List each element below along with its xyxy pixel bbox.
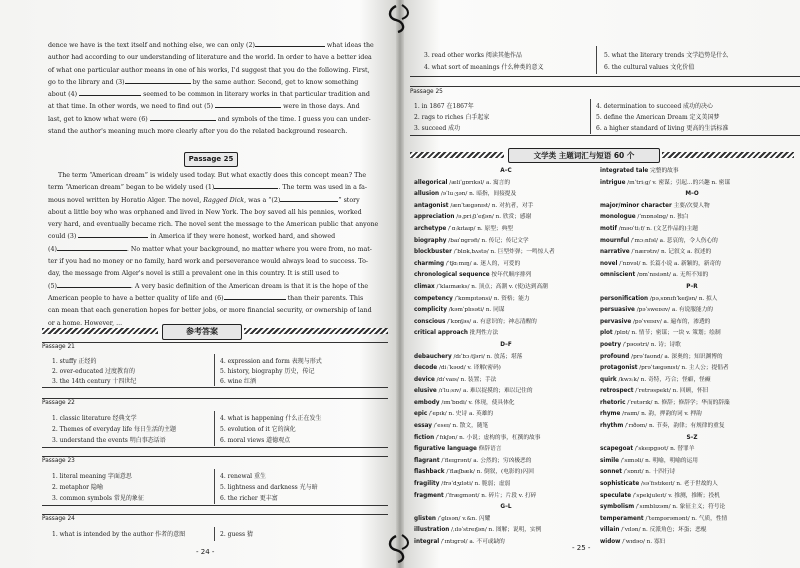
lexicon-entry: [600, 409, 784, 421]
answer-key-passage-24-cont: 3. read other works 阅读其他作品 5. what the literary trends 文学趋势是什么 4. what sort of meanings 什么种类的意义 6. the cultural values 文化价值: [410, 44, 800, 77]
page-24: [0, 0, 396, 568]
lexicon-word: persuasive: [600, 307, 635, 314]
lexicon-word: monologue: [600, 214, 636, 221]
answer-key-passage-23: Passage 23 1. literal meaning 字面意思 4. renewal 重生 2. metaphor 隐喻 5. lightness and darkness 光与暗 3. common symbols 常见的象征 6. the richer 更丰富: [42, 456, 388, 506]
lexicon-entry: [600, 491, 784, 503]
lexicon-definition: /ˈflæʃbæk/ n. 倒叙，(电影的)闪回: [444, 469, 534, 476]
lexicon-entry: [600, 247, 784, 259]
lexicon-definition: 按年代顺序排列: [489, 272, 532, 279]
lexicon-entry: [414, 525, 598, 537]
lexicon-word: symbolism: [600, 504, 635, 511]
lexicon-entry: [600, 236, 784, 248]
lexicon-definition: /dɪˈbɔːtʃəri/ n. 放荡；堪落: [451, 353, 523, 360]
lexicon-definition: /səˈfɪstɪkeɪt/ n. 老于世故的人: [639, 481, 718, 488]
lexicon-entry: [414, 467, 598, 479]
lexicon-entry: [600, 502, 784, 514]
lexicon-entry: [414, 537, 598, 549]
lexicon-entry: [600, 270, 784, 282]
lexicon-definition: /ˈskeɪpgəʊt/ n. 替罪羊: [633, 446, 695, 453]
lexicon-word: allegorical: [414, 179, 448, 186]
lexicon-definition: /kəmˈplɪsəti/ n. 同谋: [446, 307, 505, 314]
lexicon-definition: /ˈsɒnɪt/ n. 十四行诗: [621, 469, 676, 476]
lexicon-definition: /ˈvɪlən/ n. 反派角色；坏蛋；恶棍: [619, 527, 707, 534]
answer-key-passage-24: Passage 24 1. what is intended by the author 作者的意图 2. guess 猜: [42, 514, 388, 541]
lexicon-entry: [414, 386, 598, 398]
lexicon-entry: [600, 363, 784, 375]
lexicon-definition: /dɪˈvaɪs/ n. 装置；手法: [434, 376, 497, 383]
lexicon-word: archetype: [414, 225, 447, 232]
lexicon-definition: /pəˈveɪsɪv/ a. 遍布的，渗透的: [631, 318, 711, 325]
lexicon-word: mournful: [600, 237, 630, 244]
lexicon-entry: [600, 479, 784, 491]
lexicon-word: plot: [600, 330, 613, 337]
lexicon-definition: /ˈrɪðəm/ n. 节奏，韵律；有规律的重复: [623, 423, 725, 430]
lexicon-definition: /ɪˈluːsɪv/ a. 难以捉摸的；难以记住的: [436, 388, 533, 395]
lexicon-entry: [414, 201, 598, 213]
lexicon-entry: [600, 421, 784, 433]
lexicon-word: integrated tale: [600, 168, 649, 174]
lexicon-word: antagonist: [414, 202, 449, 209]
lexicon-section-heading: A–C: [500, 168, 512, 174]
lexicon-word: critical approach: [414, 330, 468, 337]
lexicon-definition: /ˈretərɪk/ n. 修辞；修辞学；华而的辞藻: [625, 399, 730, 406]
lexicon-definition: /ˈsɪməli/ n. 明喻，明喻的运用: [619, 457, 698, 464]
lexicon-entry: [414, 491, 598, 503]
lexicon-word: elusive: [414, 388, 437, 395]
lexicon-column-right: [600, 166, 784, 549]
book-gutter: [396, 0, 404, 568]
lexicon-definition: /ˈtempərəmənt/ n. 气质，性情: [643, 515, 728, 522]
lexicon-entry: [414, 456, 598, 468]
page-number-left: - 24 -: [196, 548, 215, 556]
lexicon-definition: 完整的故事: [648, 168, 679, 174]
lexicon-entry: [414, 282, 598, 294]
lexicon-word: integral: [414, 539, 440, 545]
lexicon-word: villain: [600, 527, 620, 534]
lexicon-definition: /ˈtʃɑːmɪŋ/ a. 迷人的，可爱的: [444, 260, 521, 267]
lexicon-entry: [600, 305, 784, 317]
lexicon-definition: /ˈnærətɪv/ n. 记叙文 a. 叙述的: [629, 249, 712, 256]
lexicon-entry: [600, 212, 784, 224]
lexicon-entry: [414, 236, 598, 248]
lexicon-word: epic: [414, 411, 428, 418]
lexicon-entry: [414, 514, 598, 526]
lexicon-definition: /ˈepɪk/ n. 史诗 a. 英雄的: [427, 411, 494, 418]
lexicon-word: narrative: [600, 249, 630, 256]
lexicon-definition: /pəˈsweɪsɪv/ a. 有说服能力的: [634, 307, 713, 314]
lexicon-entry: [600, 444, 784, 456]
lexicon-bar-left: [410, 152, 504, 158]
lexicon-definition: /ˈwɪdəʊ/ n. 寡妇: [620, 539, 666, 545]
lexicon-section-heading: M–O: [685, 191, 699, 198]
lexicon-section-heading: G–L: [500, 504, 512, 511]
lexicon-section-heading: D–F: [500, 341, 512, 348]
lexicon-entry: [414, 270, 598, 282]
lexicon-entry: [414, 398, 598, 410]
lexicon-word: rhetoric: [600, 399, 626, 406]
lexicon-entry: [600, 386, 784, 398]
lexicon-definition: /ɒmˈnɪsiənt/ a. 无所不知的: [635, 272, 709, 279]
lexicon-definition: /ˈkɒnʃəs/ a. 有意识的；神志清醒的: [445, 318, 537, 325]
lexicon-word: poetry: [600, 341, 622, 348]
lexicon-definition: /raɪm/ n. 韵，押韵的词 v. 押韵: [620, 411, 702, 418]
page-number-right: - 25 -: [572, 544, 591, 552]
lexicon-definition: /ɪmˈbɒdi/ v. 体现，使具体化: [439, 399, 515, 406]
lexicon-entry: [414, 444, 598, 456]
lexicon-definition: 批判性方法: [467, 330, 499, 337]
lexicon-word: embody: [414, 399, 440, 406]
lexicon-definition: /prəˈtæɡənɪst/ n. 主人公；提倡者: [637, 365, 729, 372]
lexicon-entry: [600, 328, 784, 340]
lexicon-word: profound: [600, 353, 630, 360]
lexicon-entry: [600, 375, 784, 387]
lexicon-word: debauchery: [414, 353, 452, 360]
lexicon-entry: [600, 352, 784, 364]
lexicon-definition: /æliˈɡɒrɪkəl/ a. 寓言的: [447, 179, 511, 186]
lexicon-definition: /baɪˈɒɡrəfi/ n. 传记；传记文学: [446, 237, 529, 244]
lexicon-section-heading: S–Z: [686, 434, 698, 441]
lexicon-entry: [414, 305, 598, 317]
lexicon-entry: [414, 363, 598, 375]
lexicon-word: figurative language: [414, 446, 477, 453]
passage-24-text: dence we have is the text itself and nothing else, we can only (2) what ideas the author had according to our understanding of literature and the world. In order to have a better idea of what one particular author means in one of his works, I'd suggest that you do the following. First, go to the library and (3) by the same author. Second, get to know something about (4) seemed to be common in literary works in that particular tradition and at that time. In other words, we need to find out (5) were in those days. And last, get to know what were (6) and symbols of the time. I guess you can under- stand the author's meaning much more clearly after you do the related background research.: [48, 42, 374, 136]
answer-key-passage-22: Passage 22 1. classic literature 经典文学 4. what is happening 什么正在发生 2. Themes of everyday life 每日生活的主题 5. evolution of it 它的演化 3. understand the events 明白事态话语 6. moral views 道德观点: [42, 398, 388, 448]
lexicon-word: rhyme: [600, 411, 621, 418]
lexicon-word: widow: [600, 539, 621, 545]
lexicon-word: complicity: [414, 307, 447, 314]
lexicon-definition: /ˈfleɪɡrənt/ a. 公然的；穷凶极恶的: [439, 457, 532, 464]
lexicon-entry: [414, 317, 598, 329]
lexicon-entry: [600, 525, 784, 537]
lexicon-definition: /ˈspekjuleɪt/ v. 推测，推断；投机: [631, 492, 720, 499]
lexicon-entry: [414, 178, 598, 190]
lexicon-word: decode: [414, 365, 438, 372]
lexicon-definition: /ɪnˈtriːɡ/ v. 密谋；引起…的兴趣 n. 密谋: [625, 179, 731, 186]
lexicon-entry: [600, 514, 784, 526]
lexicon-definition: /ˈblɒkˌbʌstə/ n. 巨型炸弹；一鸣惊人者: [451, 249, 555, 256]
lexicon-definition: /ˈsɪmblɪzəm/ n. 象征主义；符号论: [634, 504, 726, 511]
lexicon-definition: /ˈnɒvəl/ n. 长篇小说 a. 新颖的，新奇的: [617, 260, 721, 267]
lexicon-definition: /prəˈfaʊnd/ a. 深奥的；知识渊博的: [629, 353, 723, 360]
lexicon-entry: [600, 317, 784, 329]
lexicon-entry: [600, 178, 784, 190]
lexicon-definition: /əˈluːʒən/ n. 暗指，间接提及: [439, 191, 517, 198]
answer-key-passage-25: Passage 25 1. in 1867 在1867年 4. determination to succeed 成功的决心 2. rags to riches 白手起家 5. define the American Dream 定义美国梦 3. succeed 成功 6. a higher standard of living 更高的生活标准: [410, 86, 800, 136]
lexicon-entry: [414, 294, 598, 306]
lexicon-entry: [600, 456, 784, 468]
lexicon-entry: [414, 189, 598, 201]
lexicon-entry: [600, 259, 784, 271]
lexicon-word: sonnet: [600, 469, 622, 476]
lexicon-word: glisten: [414, 515, 436, 522]
lexicon-definition: /ˈklaɪmæks/ n. 顶点；高潮 v. (使)达到高潮: [434, 283, 548, 290]
lexicon-definition: /ænˈtæɡənɪst/ n. 对抗者，对手: [448, 202, 534, 209]
lexicon-word: allusion: [414, 191, 440, 198]
lexicon-word: flashback: [414, 469, 445, 476]
lexicon-definition: /ˈɑːkɪtaɪp/ n. 原型；典型: [446, 225, 513, 232]
lexicon-definition: 主要/次要人物: [671, 202, 710, 209]
lexicon-entry: [600, 398, 784, 410]
lexicon-word: scapegoat: [600, 446, 634, 453]
lexicon-word: speculate: [600, 492, 632, 499]
lexicon-word: pervasive: [600, 318, 632, 325]
lexicon-column-left: [414, 166, 598, 549]
lexicon-section-heading: P–R: [686, 283, 698, 290]
lexicon-word: temperament: [600, 515, 644, 522]
lexicon-entry: [600, 537, 784, 549]
lexicon-entry: [414, 375, 598, 387]
lexicon-word: sophisticate: [600, 481, 640, 488]
lexicon-word: protagonist: [600, 365, 638, 372]
lexicon-definition: 修辞语言: [476, 446, 502, 453]
lexicon-title: 文学类 主题词汇与短语 60 个: [508, 148, 660, 163]
lexicon-word: biography: [414, 237, 447, 244]
lexicon-entry: [600, 166, 784, 178]
lexicon-entry: [414, 479, 598, 491]
lexicon-bar-right: [662, 152, 794, 158]
lexicon-word: climax: [414, 283, 435, 290]
lexicon-definition: /ˈfɪkʃən/ n. 小说；虚构的事，杠撰的故事: [434, 434, 541, 441]
lexicon-entry: [600, 294, 784, 306]
lexicon-word: retrospect: [600, 388, 634, 395]
lexicon-entry: [414, 409, 598, 421]
lexicon-word: novel: [600, 260, 618, 267]
lexicon-definition: /ˈmɒnəlɒɡ/ n. 独白: [635, 214, 689, 221]
lexicon-word: fragility: [414, 481, 440, 488]
lexicon-entry: [414, 421, 598, 433]
passage-25-text: The term “American dream” is widely used today. But what exactly does this concept mean? The term “American dream” began to be widely used (1) . The term was used in a fa- mous novel written by Horatio Alger. The novel, Ragged Dick, was a “(2) ” story about a little boy who was orphaned and lived in New York. The boy saved all his pennies, worked very hard, and eventually became rich. The novel sent the message to the American public that anyone could (3) in America if they were honest, worked hard, and showed (4) . No matter what your background, no matter where you were from, no mat- ter if you had no money or no family, hard work and perseverance would always lead to success. To- day, the message from Alger's novel is still a prevalent one in this country. It is still used to (5) . A very basic definition of the American dream is that it is the hope of the American people to have a better quality of life and (6) than their parents. This can mean that each generation hopes for better jobs, or more financial security, or ownership of land or a home. However, ...: [48, 172, 379, 327]
lexicon-entry: [414, 352, 598, 364]
lexicon-word: fiction: [414, 434, 435, 441]
lexicon-definition: /ˈmɔːnfəl/ a. 悲哀的，令人伤心的: [629, 237, 718, 244]
lexicon-entry: [414, 328, 598, 340]
lexicon-definition: /ˈfræɡmənt/ n. 碎片；片段 v. 打碎: [443, 492, 537, 499]
lexicon-word: blockbuster: [414, 249, 452, 256]
lexicon-word: charming: [414, 260, 445, 267]
answer-key-bar-left: [42, 328, 158, 334]
lexicon-entry: [600, 224, 784, 236]
lexicon-word: device: [414, 376, 435, 383]
lexicon-word: personification: [600, 295, 649, 302]
answer-key-bar-right: [244, 328, 388, 334]
lexicon-word: simile: [600, 457, 620, 464]
lexicon-word: quirk: [600, 376, 617, 383]
lexicon-word: fragment: [414, 492, 444, 499]
lexicon-definition: /plɒt/ n. 情节；密谋；一块 v. 策划；绘制: [612, 330, 721, 337]
lexicon-entry: [414, 433, 598, 445]
lexicon-word: motif: [600, 225, 617, 232]
lexicon-definition: /ˌɪləˈstreɪʃən/ n. 图解；说明，实例: [449, 527, 542, 534]
answer-key-passage-21: Passage 21 1. stuffy 正经的 4. expression and form 表现与形式 2. over-educated 过度教育的 5. history, biography 历史，传记 3. the 14th century 十四世纪 6. wine 红酒: [42, 342, 388, 388]
lexicon-word: flagrant: [414, 457, 440, 464]
lexicon-word: essay: [414, 423, 432, 430]
lexicon-definition: /məʊˈtiːf/ n. (文艺作品的)主题: [616, 225, 698, 232]
lexicon-definition: /kwɜːk/ n. 奇特，巧合；怪癖，怪癫: [616, 376, 711, 383]
lexicon-definition: /ˈpəʊətri/ n. 诗；诗歌: [621, 341, 681, 348]
lexicon-definition: /ˈretrəspekt/ n. 回顾，怀旧: [633, 388, 709, 395]
lexicon-word: appreciation: [414, 214, 455, 221]
lexicon-entry: [600, 467, 784, 479]
lexicon-definition: /ˈɪntɪɡrəl/ a. 不可或缺的: [439, 539, 505, 545]
lexicon-entry: [600, 201, 784, 213]
lexicon-word: illustration: [414, 527, 450, 534]
lexicon-definition: /ˈɡlɪsən/ v.&n. 闪耀: [435, 515, 491, 522]
lexicon-entry: [414, 224, 598, 236]
lexicon-definition: /əˌpriːʃiˈeɪʃən/ n. 欣赏；感谢: [454, 214, 532, 221]
lexicon-definition: /ˈeseɪ/ n. 散文，随笔: [432, 423, 489, 430]
lexicon-definition: /ˈkɒmpɪtənsi/ n. 资格；能力: [452, 295, 530, 302]
lexicon-entry: [414, 259, 598, 271]
lexicon-entry: [414, 247, 598, 259]
lexicon-definition: /pəˌsɒnɪfɪˈkeɪʃən/ n. 拟人: [648, 295, 718, 302]
lexicon-entry: [600, 340, 784, 352]
lexicon-definition: /frəˈdʒɪləti/ n. 脆弱；虚弱: [439, 481, 511, 488]
page-25: [404, 0, 800, 568]
passage-25-title: Passage 25: [184, 152, 238, 167]
lexicon-definition: /diːˈkəʊd/ v. 译解(密码): [437, 365, 501, 372]
lexicon-word: conscious: [414, 318, 446, 325]
lexicon-word: chronological sequence: [414, 272, 490, 279]
lexicon-word: rhythm: [600, 423, 624, 430]
lexicon-word: omniscient: [600, 272, 636, 279]
lexicon-word: intrigue: [600, 179, 626, 186]
lexicon-word: competency: [414, 295, 453, 302]
answer-key-title: 参考答案: [162, 324, 242, 340]
lexicon-entry: [414, 212, 598, 224]
lexicon-word: major/minor character: [600, 202, 672, 209]
